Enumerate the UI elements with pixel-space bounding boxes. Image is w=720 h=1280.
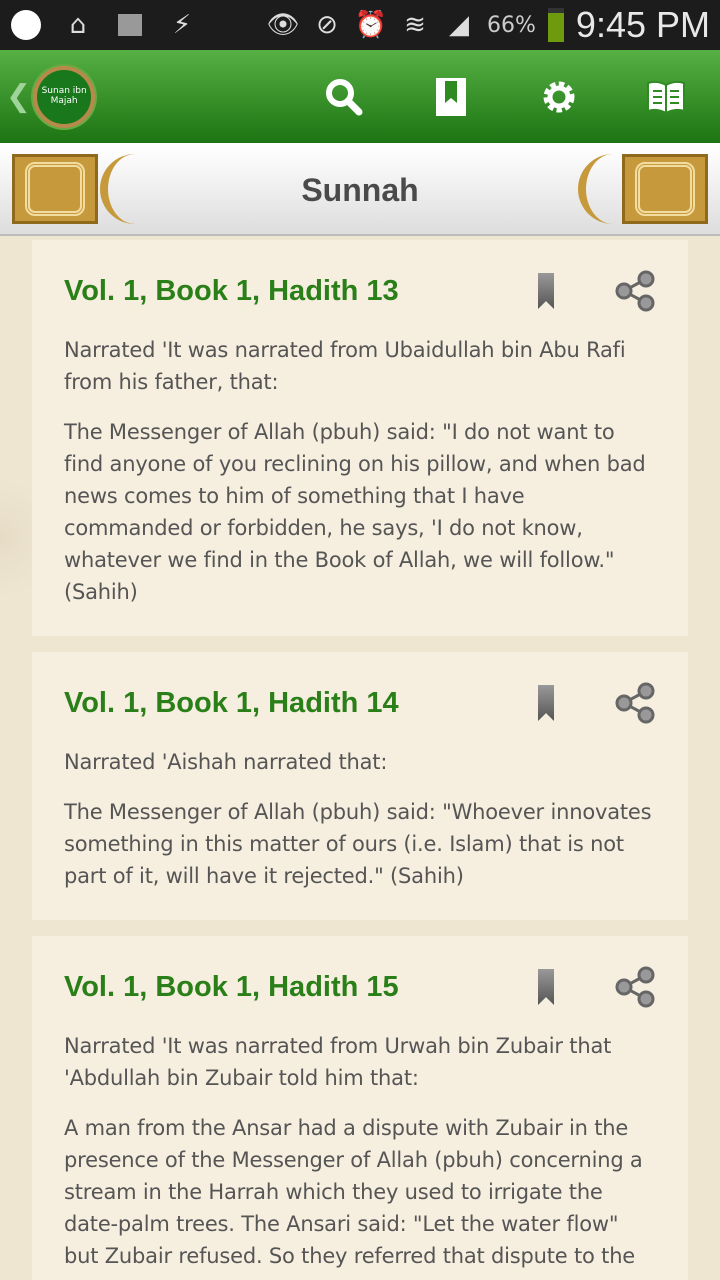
hadith-text: A man from the Ansar had a dispute with Zubair in the presence of the Messenger of Allah (pbuh) concerning a stream in the Harrah which they used to irrigate the date-palm trees. The Ansari said: "Let the water flow" but Zubair refused. So they referred that dispute to the: [64, 1116, 643, 1268]
app-logo[interactable]: Sunan ibn Majah: [33, 66, 95, 128]
page-title: Sunnah: [301, 171, 419, 208]
library-button[interactable]: [636, 67, 696, 127]
ornament-wing-left: [100, 154, 142, 224]
ornament-left: [12, 154, 98, 224]
share-icon[interactable]: [614, 966, 656, 1008]
section-header: [0, 146, 720, 236]
clock: 9:45 PM: [575, 4, 710, 45]
bookmark-icon: [435, 77, 467, 117]
image-icon: [114, 9, 146, 41]
search-button[interactable]: [314, 67, 374, 127]
share-icon[interactable]: [614, 682, 656, 724]
ornament-right: [622, 154, 708, 224]
bookmark-icon[interactable]: [538, 969, 554, 1005]
hadith-title: Vol. 1, Book 1, Hadith 15: [64, 970, 399, 1003]
sad-arabic-icon: [10, 9, 42, 41]
battery-icon: [548, 8, 564, 42]
status-bar: [0, 0, 720, 50]
hadith-narrator: Narrated 'Aishah narrated that:: [64, 750, 388, 774]
eye-icon: 👁: [266, 10, 300, 40]
mosque-icon: ⌂: [69, 10, 87, 40]
hadith-title: Vol. 1, Book 1, Hadith 14: [64, 686, 399, 719]
hadith-text: The Messenger of Allah (pbuh) said: "I do not want to find anyone of you reclining on his pillow, and when bad news comes to him of something that I have commanded or forbidden, he says, 'I do not know, whatever we find in the Book of Allah, we will follow." (Sahih): [64, 420, 646, 604]
no-vibrate-icon: ⊘: [316, 10, 338, 40]
flash-icon: ⚡: [172, 10, 192, 40]
settings-icon: [540, 78, 578, 116]
share-icon[interactable]: [614, 270, 656, 312]
hadith-card: [32, 240, 688, 636]
hadith-text: The Messenger of Allah (pbuh) said: "Whoever innovates something in this matter of ours (i.e. Islam) that is not part of it, will have it rejected." (Sahih): [64, 800, 652, 888]
book-icon: [646, 79, 686, 115]
app-bar: [0, 50, 720, 146]
wifi-icon: ≋: [404, 10, 426, 40]
ornament-wing-right: [578, 154, 620, 224]
signal-icon: ◢: [449, 10, 470, 40]
hadith-narrator: Narrated 'It was narrated from Urwah bin Zubair that 'Abdullah bin Zubair told him that:: [64, 1034, 612, 1090]
hadith-title: Vol. 1, Book 1, Hadith 13: [64, 274, 399, 307]
hadith-list[interactable]: [0, 238, 720, 1280]
bookmarks-button[interactable]: [421, 67, 481, 127]
hadith-card: [32, 652, 688, 920]
search-icon: [324, 77, 364, 117]
bookmark-icon[interactable]: [538, 273, 554, 309]
bookmark-icon[interactable]: [538, 685, 554, 721]
settings-button[interactable]: [529, 67, 589, 127]
alarm-icon: ⏰: [354, 10, 388, 40]
hadith-card: [32, 936, 688, 1280]
back-chevron-icon[interactable]: ❮: [6, 79, 32, 114]
battery-percent: 66%: [487, 12, 536, 38]
hadith-narrator: Narrated 'It was narrated from Ubaidullah bin Abu Rafi from his father, that:: [64, 338, 626, 394]
